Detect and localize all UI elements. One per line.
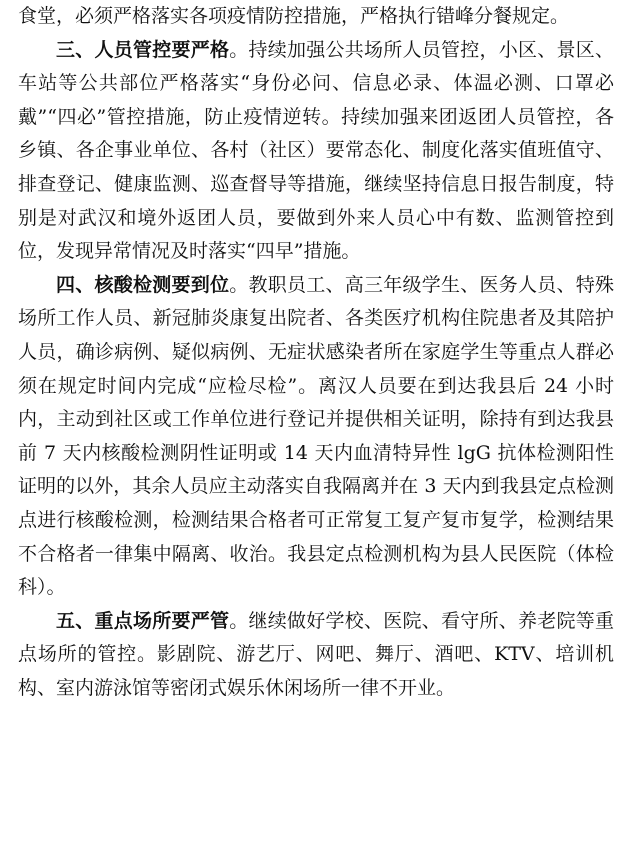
section-four-paragraph (18, 269, 614, 605)
section-three-paragraph (18, 34, 614, 269)
section-five-paragraph (18, 605, 614, 706)
section-three-body: 。持续加强公共场所人员管控，小区、景区、车站等公共部位严格落实“身份必问、信息必录、体温必测、口罩必戴”“四必”管控措施，防止疫情逆转。持续加强来团返团人员管控，各乡镇、各企事业单位、各村（社区）要常态化、制度化落实值班值守、排查登记、健康监测、巡查督导等措施，继续坚持信息日报告制度，特别是对武汉和境外返团人员，要做到外来人员心中有数、监测管控到位，发现异常情况及时落实“四早”措施。 (18, 38, 614, 263)
section-five-body: 。继续做好学校、医院、看守所、养老院等重点场所的管控。影剧院、游艺厅、网吧、舞厅、酒吧、KTV、培训机构、室内游泳馆等密闭式娱乐休闲场所一律不开业。 (18, 609, 614, 699)
section-five-heading: 五、重点场所要严管 (56, 609, 230, 632)
section-four-body: 。教职员工、高三年级学生、医务人员、特殊场所工作人员、新冠肺炎康复出院者、各类医疗机构住院患者及其陪护人员，确诊病例、疑似病例、无症状感染者所在家庭学生等重点人群必须在规定时间内完成“应检尽检”。离汉人员要在到达我县后 24 小时内，主动到社区或工作单位进行登记并提供相关证明，除持有到达我县前 7 天内核酸检测阴性证明或 14 天内血清特异性 lgG 抗体检测阳性证明的以外，其余人员应主动落实自我隔离并在 3 天内到我县定点检测点进行核酸检测，检测结果合格者可正常复工复产复市复学，检测结果不合格者一律集中隔离、收治。我县定点检测机构为县人民医院（体检科）。 (18, 273, 614, 599)
document-page (18, 0, 614, 705)
intro-paragraph: 食堂，必须严格落实各项疫情防控措施，严格执行错峰分餐规定。 (18, 5, 570, 27)
section-three-heading: 三、人员管控要严格 (56, 38, 230, 61)
section-four-heading: 四、核酸检测要到位 (56, 273, 230, 296)
